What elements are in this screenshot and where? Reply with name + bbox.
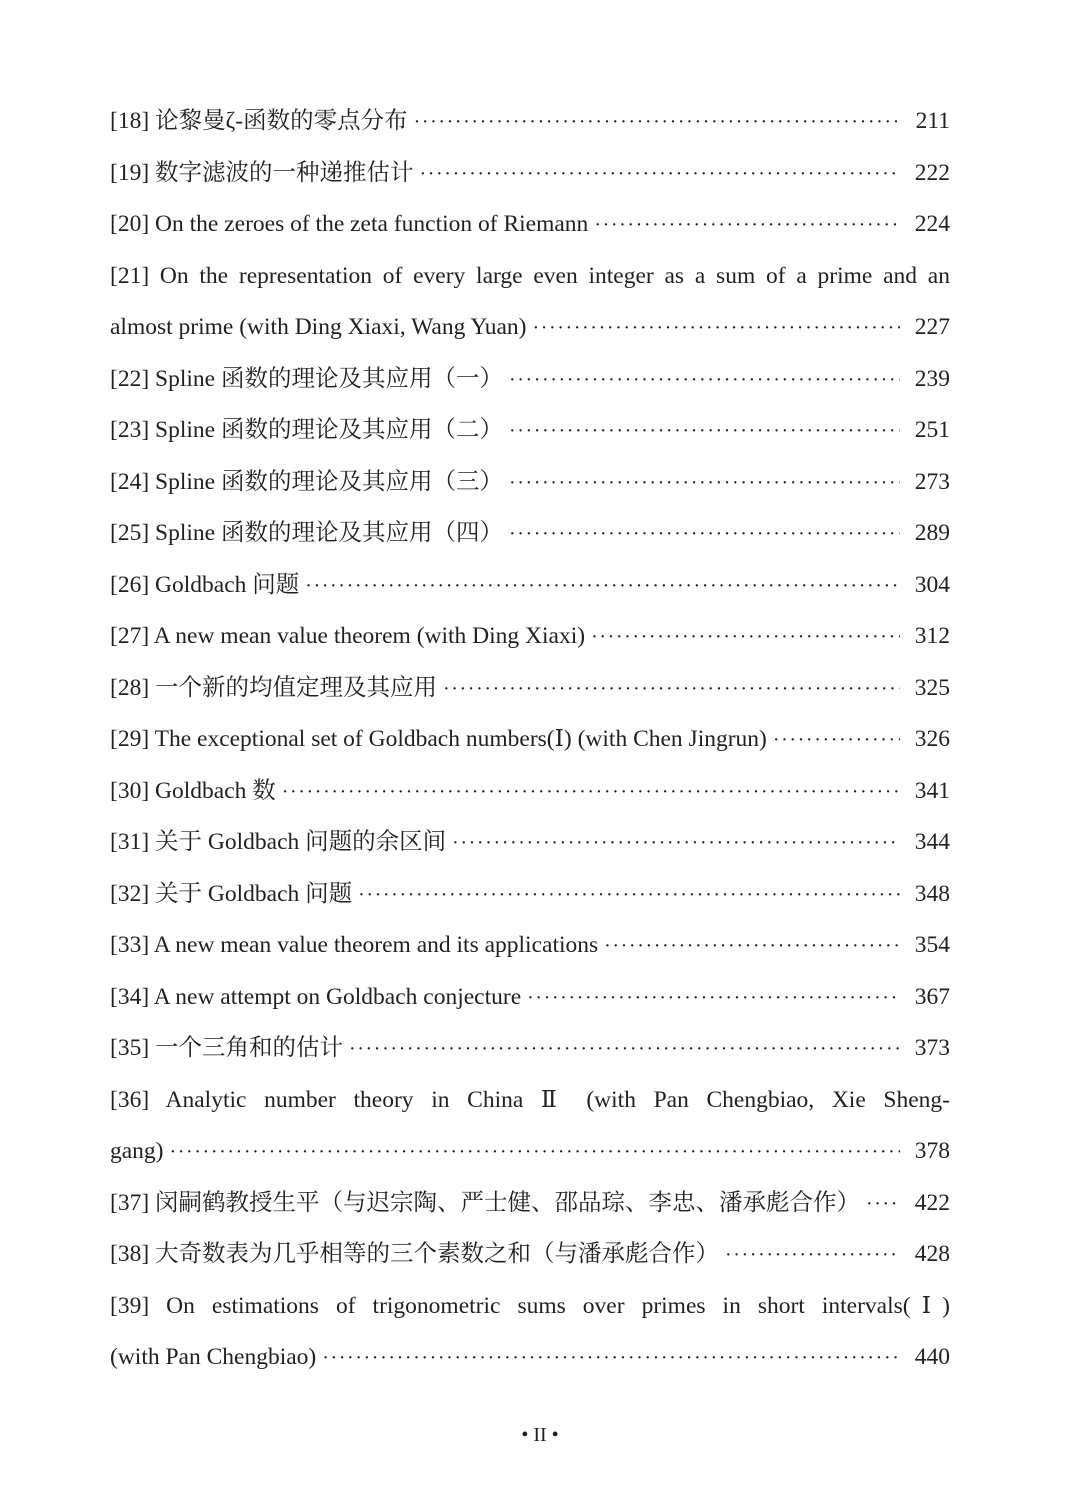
toc-entry xyxy=(110,199,950,251)
toc-entry xyxy=(110,663,950,715)
toc-entry-title: [31] 关于 Goldbach 问题的余区间 xyxy=(110,829,447,855)
dot-leader xyxy=(604,921,900,973)
dot-leader xyxy=(305,561,900,613)
toc-entry-title: [22] Spline 函数的理论及其应用（一） xyxy=(110,365,503,392)
dot-leader xyxy=(322,1333,900,1385)
toc-page-number: 378 xyxy=(914,1138,950,1164)
dot-leader xyxy=(349,1024,900,1076)
toc-entry-title: [20] On the zeroes of the zeta function of Riemann xyxy=(110,211,589,237)
dot-leader xyxy=(509,406,900,458)
toc-page-number: 289 xyxy=(914,520,950,546)
dot-leader xyxy=(532,303,900,355)
toc-page-number: 373 xyxy=(914,1035,950,1061)
toc-page-number: 354 xyxy=(914,932,950,958)
toc-entry-title: [33] A new mean value theorem and its applications xyxy=(110,932,599,958)
toc-entry-title: [34] A new attempt on Goldbach conjecture xyxy=(110,983,522,1010)
dot-leader xyxy=(594,200,900,252)
toc-page-number: 251 xyxy=(914,417,950,443)
toc-page-number: 440 xyxy=(914,1344,950,1370)
toc-entry xyxy=(110,766,950,818)
toc-page-number: 227 xyxy=(914,314,950,340)
toc-entry-title: [25] Spline 函数的理论及其应用（四） xyxy=(110,520,503,546)
toc-entry-title-line1: [36] Analytic number theory in China Ⅱ (with Pan Chengbiao, Xie Sheng- xyxy=(110,1086,950,1113)
toc-entry xyxy=(110,972,950,1024)
toc-page-number: 341 xyxy=(914,777,950,804)
toc-entry-title: [32] 关于 Goldbach 问题 xyxy=(110,880,353,907)
toc-page-number: 367 xyxy=(914,983,950,1010)
dot-leader xyxy=(725,1230,900,1282)
dot-leader xyxy=(866,1179,900,1231)
toc-entry xyxy=(110,611,950,663)
toc-entry xyxy=(110,405,950,457)
toc-entry-title: [24] Spline 函数的理论及其应用（三） xyxy=(110,468,503,495)
toc-page-number: 304 xyxy=(914,571,950,598)
toc-entry-title: (with Pan Chengbiao) xyxy=(110,1344,317,1370)
dot-leader xyxy=(443,664,900,716)
toc-entry xyxy=(110,508,950,560)
toc-entry xyxy=(110,714,950,766)
toc-page-number: 211 xyxy=(915,108,950,134)
toc-entry-title: [35] 一个三角和的估计 xyxy=(110,1035,344,1061)
toc-entry xyxy=(110,920,950,972)
toc-page-number: 224 xyxy=(914,211,950,237)
toc-entry xyxy=(110,1229,950,1281)
toc-entry-title: [18] 论黎曼ζ-函数的零点分布 xyxy=(110,108,408,134)
toc-page-number: 326 xyxy=(914,726,950,752)
toc-entry-title: [23] Spline 函数的理论及其应用（二） xyxy=(110,417,503,443)
toc-entry-title: gang) xyxy=(110,1138,164,1164)
page-number-footer: • II • xyxy=(521,1424,559,1446)
toc-page-number: 222 xyxy=(914,159,950,186)
toc-entry-title: [27] A new mean value theorem (with Ding Xiaxi) xyxy=(110,623,586,649)
toc-entry-title: [30] Goldbach 数 xyxy=(110,777,276,804)
dot-leader xyxy=(452,818,900,870)
dot-leader xyxy=(282,767,900,819)
dot-leader xyxy=(414,97,900,149)
toc-entry-title: [28] 一个新的均值定理及其应用 xyxy=(110,674,438,701)
toc-entry xyxy=(110,148,950,200)
toc-page-number: 312 xyxy=(914,623,950,649)
toc-entry xyxy=(110,354,950,406)
toc-page-number: 344 xyxy=(914,829,950,855)
toc-entry-title: almost prime (with Ding Xiaxi, Wang Yuan) xyxy=(110,314,527,340)
toc-entry-title: [38] 大奇数表为几乎相等的三个素数之和（与潘承彪合作） xyxy=(110,1241,720,1267)
toc-entry xyxy=(110,1281,950,1384)
toc-entry-title: [26] Goldbach 问题 xyxy=(110,571,300,598)
toc-page-number: 422 xyxy=(914,1189,950,1216)
toc-entry-title-line1: [21] On the representation of every large even integer as a sum of a prime and an xyxy=(110,262,950,289)
toc-entry xyxy=(110,96,950,148)
dot-leader xyxy=(170,1127,900,1179)
toc-page-number: 428 xyxy=(914,1241,950,1267)
dot-leader xyxy=(358,870,900,922)
table-of-contents xyxy=(110,96,950,1384)
dot-leader xyxy=(509,458,900,510)
toc-entry xyxy=(110,869,950,921)
toc-entry-title: [19] 数字滤波的一种递推估计 xyxy=(110,159,414,186)
toc-page-number: 239 xyxy=(914,365,950,392)
toc-page-number: 273 xyxy=(914,468,950,495)
dot-leader xyxy=(591,612,900,664)
dot-leader xyxy=(509,355,900,407)
toc-entry xyxy=(110,1178,950,1230)
toc-entry xyxy=(110,1075,950,1178)
toc-entry xyxy=(110,457,950,509)
dot-leader xyxy=(773,715,900,767)
toc-entry-title-line1: [39] On estimations of trigonometric sums over primes in short intervals(Ⅰ) xyxy=(110,1292,950,1319)
toc-entry-title: [37] 闵嗣鹤教授生平（与迟宗陶、严士健、邵品琮、李忠、潘承彪合作） xyxy=(110,1189,861,1216)
toc-entry xyxy=(110,817,950,869)
toc-page-number: 348 xyxy=(914,880,950,907)
toc-entry xyxy=(110,251,950,354)
toc-entry-title: [29] The exceptional set of Goldbach numbers(Ⅰ) (with Chen Jingrun) xyxy=(110,726,767,752)
dot-leader xyxy=(509,509,900,561)
toc-page-number: 325 xyxy=(914,674,950,701)
toc-entry xyxy=(110,560,950,612)
toc-entry xyxy=(110,1023,950,1075)
dot-leader xyxy=(527,973,900,1025)
dot-leader xyxy=(420,149,900,201)
